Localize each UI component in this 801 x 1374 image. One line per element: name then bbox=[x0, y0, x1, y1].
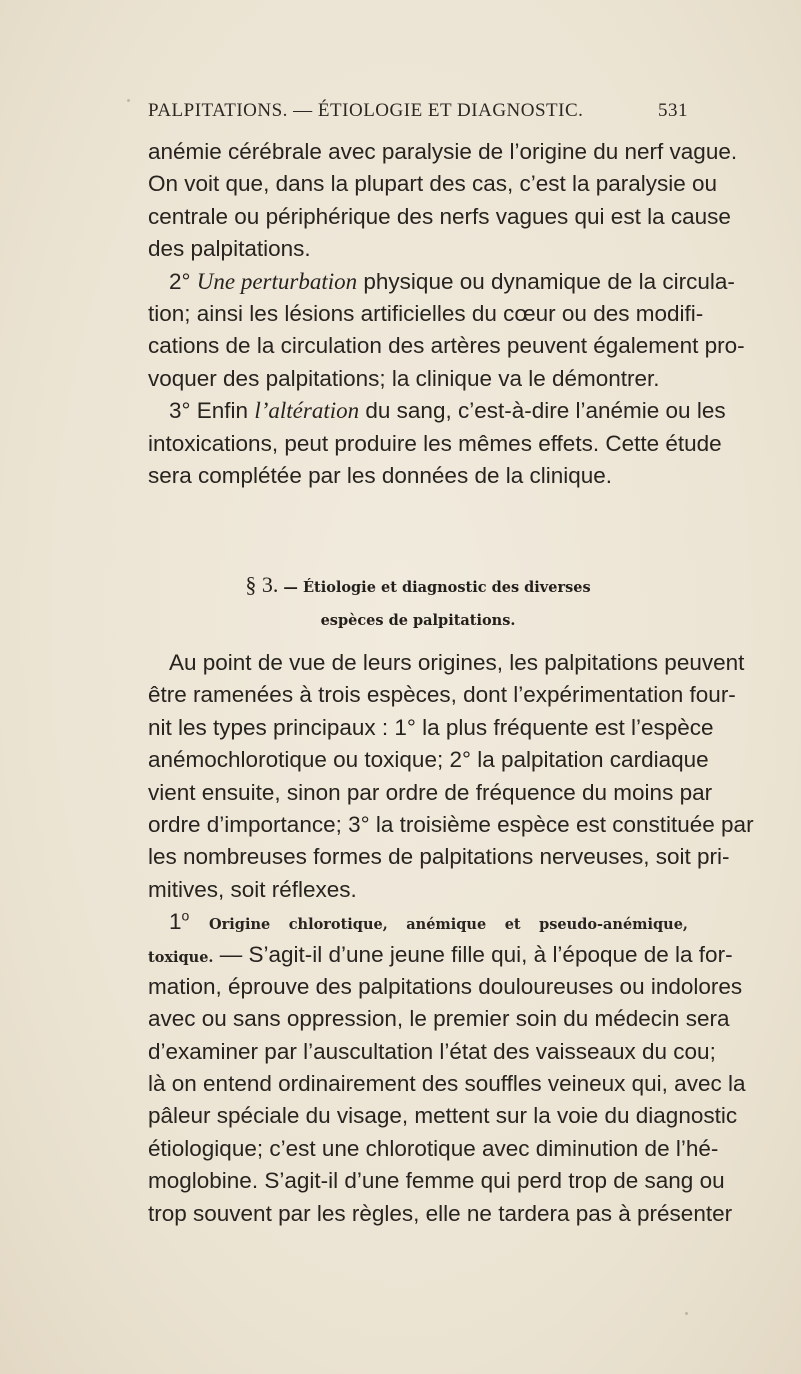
text-line: anémochlorotique ou toxique; 2° la palpitation cardiaque bbox=[148, 747, 709, 773]
text-line: anémie cérébrale avec paralysie de l’origine du nerf vague. bbox=[148, 139, 738, 164]
text-line: pâleur spéciale du visage, mettent sur la voie du diagnostic bbox=[148, 1103, 738, 1129]
bold-subheading: toxique. bbox=[148, 948, 214, 966]
text-line: moglobine. S’agit-il d’une femme qui perd trop de sang ou bbox=[148, 1168, 725, 1194]
text-line: les nombreuses formes de palpitations nerveuses, soit pri- bbox=[148, 844, 730, 870]
section-number: § 3. bbox=[245, 572, 279, 597]
text-run: — S’agit-il d’une jeune fille qui, à l’époque de la for- bbox=[219, 941, 733, 967]
text-line bbox=[148, 939, 733, 971]
text-line: voquer des palpitations; la clinique va le démontrer. bbox=[148, 365, 660, 391]
text-line: On voit que, dans la plupart des cas, c’est la paralysie ou bbox=[148, 171, 718, 197]
text-line: cations de la circulation des artères peuvent également pro- bbox=[148, 333, 745, 359]
paper-blemish-dot bbox=[685, 1312, 688, 1315]
text-line: vient ensuite, sinon par ordre de fréquence du moins par bbox=[148, 779, 713, 805]
text-line: avec ou sans oppression, le premier soin du médecin sera bbox=[148, 1006, 730, 1032]
text-line: tion; ainsi les lésions artificielles du cœur ou des modifi- bbox=[148, 300, 704, 326]
text-block-upper bbox=[148, 136, 745, 492]
text-line: être ramenées à trois espèces, dont l’expérimentation four- bbox=[148, 682, 736, 708]
paragraph-number: 2° bbox=[169, 268, 191, 294]
text-line: centrale ou périphérique des nerfs vagues qui est la cause bbox=[148, 203, 731, 229]
degree-sign: o bbox=[181, 907, 190, 924]
page-number: 531 bbox=[658, 100, 688, 121]
section-heading bbox=[148, 568, 688, 637]
italic-term: l’altération bbox=[254, 398, 360, 424]
text-line: trop souvent par les règles, elle ne tardera pas à présenter bbox=[148, 1200, 733, 1226]
text-line: intoxications, peut produire les mêmes effets. Cette étude bbox=[148, 430, 722, 456]
text-line: là on entend ordinairement des souffles veineux qui, avec la bbox=[148, 1071, 746, 1097]
text-line: ordre d’importance; 3° la troisième espèce est constituée par bbox=[148, 811, 754, 837]
text-line bbox=[148, 906, 688, 938]
text-line: étiologique; c’est une chlorotique avec diminution de l’hé- bbox=[148, 1135, 719, 1161]
paragraph-number: 3° bbox=[169, 398, 191, 424]
running-header bbox=[148, 100, 688, 130]
text-line: nit les types principaux : 1° la plus fréquente est l’espèce bbox=[148, 714, 714, 740]
text-line: mation, éprouve des palpitations douloureuses ou indolores bbox=[148, 973, 743, 999]
text-line: sera complétée par les données de la clinique. bbox=[148, 462, 613, 488]
paper-blemish-dot bbox=[127, 99, 130, 102]
section-heading-line bbox=[148, 568, 688, 604]
text-line: Au point de vue de leurs origines, les palpitations peuvent bbox=[169, 650, 745, 675]
text-line: d’examiner par l’auscultation l’état des vaisseaux du cou; bbox=[148, 1038, 716, 1064]
bold-subheading: Origine chlorotique, anémique et pseudo-anémique, bbox=[209, 916, 688, 934]
text-line: des palpitations. bbox=[148, 236, 311, 262]
section-title: — Étiologie et diagnostic des diverses bbox=[283, 579, 591, 596]
paragraph-number: 1 bbox=[169, 909, 182, 935]
text-run: physique ou dynamique de la circula- bbox=[363, 268, 735, 294]
text-line: mitives, soit réflexes. bbox=[148, 876, 357, 902]
text-run: Enfin bbox=[196, 398, 249, 424]
text-block-lower bbox=[148, 647, 754, 1230]
running-title: PALPITATIONS. — ÉTIOLOGIE ET DIAGNOSTIC. bbox=[148, 100, 584, 121]
text-line bbox=[148, 266, 735, 298]
italic-term: Une perturbation bbox=[196, 268, 358, 294]
section-heading-line: espèces de palpitations. bbox=[320, 612, 516, 629]
text-line bbox=[148, 395, 726, 427]
text-run: du sang, c’est-à-dire l’anémie ou les bbox=[365, 398, 726, 424]
